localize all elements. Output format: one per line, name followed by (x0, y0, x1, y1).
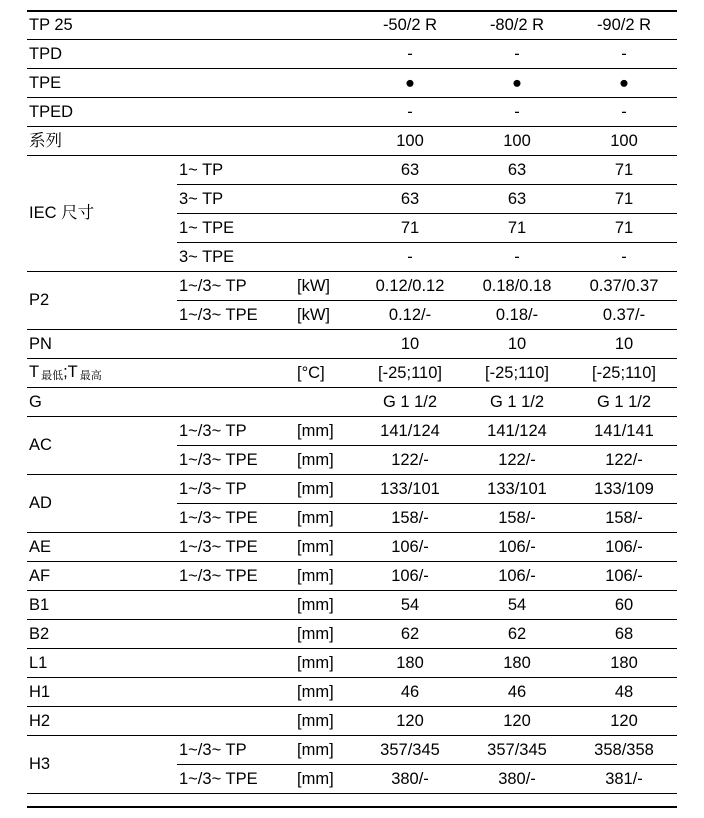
row-sublabel: 1~/3~ TP (177, 736, 295, 765)
row-label: H3 (27, 736, 177, 794)
cell-value: - (463, 98, 571, 127)
cell-value: 71 (357, 214, 463, 243)
cell-value: 133/101 (463, 475, 571, 504)
unit-label: [mm] (295, 417, 357, 446)
bullet-icon: ● (463, 69, 571, 98)
cell-value: 180 (571, 649, 677, 678)
cell-value: 0.37/0.37 (571, 272, 677, 301)
table-row (27, 562, 677, 591)
cell-value: 100 (571, 127, 677, 156)
cell-value: 106/- (357, 533, 463, 562)
cell-value: 106/- (357, 562, 463, 591)
table-row (27, 330, 677, 359)
unit-label: [mm] (295, 504, 357, 533)
table-row (27, 620, 677, 649)
cell-value: 62 (463, 620, 571, 649)
row-label: PN (27, 330, 177, 359)
row-label: AC (27, 417, 177, 475)
unit-label: [mm] (295, 475, 357, 504)
table-row (27, 678, 677, 707)
cell-value: 357/345 (463, 736, 571, 765)
cell-value: 358/358 (571, 736, 677, 765)
cell-value: - (463, 243, 571, 272)
cell-value: 0.18/- (463, 301, 571, 330)
row-sublabel: 1~/3~ TPE (177, 504, 295, 533)
row-label: TPED (27, 98, 177, 127)
bullet-icon: ● (571, 69, 677, 98)
cell-value: G 1 1/2 (357, 388, 463, 417)
cell-value: 381/- (571, 765, 677, 794)
cell-value: 71 (571, 156, 677, 185)
cell-value: [-25;110] (463, 359, 571, 388)
cell-value: 106/- (571, 533, 677, 562)
cell-value: 46 (357, 678, 463, 707)
row-label: B1 (27, 591, 177, 620)
row-label: H1 (27, 678, 177, 707)
unit-label: [mm] (295, 765, 357, 794)
row-sublabel: 3~ TP (177, 185, 295, 214)
cell-value: 0.12/- (357, 301, 463, 330)
cell-value: [-25;110] (571, 359, 677, 388)
row-sublabel: 1~/3~ TPE (177, 446, 295, 475)
row-sublabel: 1~/3~ TPE (177, 533, 295, 562)
cell-value: 357/345 (357, 736, 463, 765)
bullet-icon: ● (357, 69, 463, 98)
table-row (27, 591, 677, 620)
cell-value: G 1 1/2 (463, 388, 571, 417)
model-header: -80/2 R (463, 12, 571, 40)
cell-value: 63 (463, 156, 571, 185)
cell-value: 141/141 (571, 417, 677, 446)
row-sublabel: 1~ TPE (177, 214, 295, 243)
cell-value: 54 (463, 591, 571, 620)
row-sublabel: 1~/3~ TPE (177, 765, 295, 794)
row-sublabel: 3~ TPE (177, 243, 295, 272)
cell-value: - (357, 243, 463, 272)
row-sublabel: 1~/3~ TP (177, 475, 295, 504)
spec-table (27, 12, 677, 794)
cell-value: 0.18/0.18 (463, 272, 571, 301)
cell-value: 63 (357, 156, 463, 185)
table-header-row (27, 12, 677, 40)
unit-label: [mm] (295, 649, 357, 678)
table-bottom-rule (27, 806, 677, 808)
unit-label: [kW] (295, 272, 357, 301)
cell-value: 106/- (571, 562, 677, 591)
cell-value: - (357, 40, 463, 69)
table-row (27, 40, 677, 69)
cell-value: 122/- (571, 446, 677, 475)
cell-value: 133/101 (357, 475, 463, 504)
table-row (27, 272, 677, 301)
table-row (27, 649, 677, 678)
table-title: TP 25 (27, 12, 177, 40)
table-row (27, 707, 677, 736)
cell-value: - (571, 98, 677, 127)
cell-value: 48 (571, 678, 677, 707)
cell-value: 46 (463, 678, 571, 707)
temp-symbol: T (29, 363, 40, 381)
cell-value: 100 (357, 127, 463, 156)
unit-label: [mm] (295, 736, 357, 765)
cell-value: 133/109 (571, 475, 677, 504)
row-label: G (27, 388, 177, 417)
unit-label: [mm] (295, 562, 357, 591)
cell-value: 158/- (571, 504, 677, 533)
cell-value: 180 (357, 649, 463, 678)
cell-value: 141/124 (357, 417, 463, 446)
cell-value: 141/124 (463, 417, 571, 446)
row-label: IEC 尺寸 (27, 156, 177, 272)
row-label: L1 (27, 649, 177, 678)
cell-value: 54 (357, 591, 463, 620)
row-label: AD (27, 475, 177, 533)
table-row (27, 98, 677, 127)
row-sublabel: 1~/3~ TP (177, 417, 295, 446)
cell-value: 68 (571, 620, 677, 649)
cell-value: 60 (571, 591, 677, 620)
unit-label: [mm] (295, 707, 357, 736)
row-sublabel: 1~/3~ TP (177, 272, 295, 301)
cell-value: 10 (357, 330, 463, 359)
unit-label: [kW] (295, 301, 357, 330)
cell-value: 120 (571, 707, 677, 736)
row-label: P2 (27, 272, 177, 330)
row-label: H2 (27, 707, 177, 736)
table-row (27, 127, 677, 156)
cell-value: 180 (463, 649, 571, 678)
cell-value: 380/- (463, 765, 571, 794)
row-sublabel: 1~/3~ TPE (177, 301, 295, 330)
row-label: TPE (27, 69, 177, 98)
unit-label: [°C] (295, 359, 357, 388)
cell-value: 63 (463, 185, 571, 214)
unit-label: [mm] (295, 533, 357, 562)
cell-value: 10 (571, 330, 677, 359)
cell-value: 120 (463, 707, 571, 736)
unit-label: [mm] (295, 446, 357, 475)
table-row (27, 359, 677, 388)
cell-value: 62 (357, 620, 463, 649)
cell-value: 71 (463, 214, 571, 243)
model-header: -90/2 R (571, 12, 677, 40)
cell-value: 0.12/0.12 (357, 272, 463, 301)
cell-value: G 1 1/2 (571, 388, 677, 417)
table-row (27, 417, 677, 446)
table-row (27, 533, 677, 562)
cell-value: 100 (463, 127, 571, 156)
row-label: B2 (27, 620, 177, 649)
model-header: -50/2 R (357, 12, 463, 40)
cell-value: 71 (571, 185, 677, 214)
table-row (27, 156, 677, 185)
row-label: 系列 (27, 127, 177, 156)
temp-min-subscript: 最低 (41, 370, 64, 382)
row-sublabel: 1~ TP (177, 156, 295, 185)
cell-value: 158/- (463, 504, 571, 533)
cell-value: - (571, 243, 677, 272)
cell-value: 380/- (357, 765, 463, 794)
cell-value: 158/- (357, 504, 463, 533)
temp-separator: ;T (63, 363, 78, 381)
cell-value: 71 (571, 214, 677, 243)
unit-label: [mm] (295, 678, 357, 707)
cell-value: 63 (357, 185, 463, 214)
cell-value: 122/- (463, 446, 571, 475)
unit-label: [mm] (295, 620, 357, 649)
cell-value: - (463, 40, 571, 69)
table-row (27, 475, 677, 504)
cell-value: 122/- (357, 446, 463, 475)
row-label: AE (27, 533, 177, 562)
row-label: AF (27, 562, 177, 591)
cell-value: - (571, 40, 677, 69)
cell-value: 10 (463, 330, 571, 359)
cell-value: [-25;110] (357, 359, 463, 388)
row-sublabel: 1~/3~ TPE (177, 562, 295, 591)
cell-value: 106/- (463, 562, 571, 591)
table-row (27, 388, 677, 417)
cell-value: 106/- (463, 533, 571, 562)
table-row (27, 736, 677, 765)
cell-value: 120 (357, 707, 463, 736)
cell-value: - (357, 98, 463, 127)
table-row (27, 69, 677, 98)
cell-value: 0.37/- (571, 301, 677, 330)
row-label: TPD (27, 40, 177, 69)
row-label-temperature (27, 359, 177, 388)
temp-max-subscript: 最高 (79, 370, 102, 382)
unit-label: [mm] (295, 591, 357, 620)
